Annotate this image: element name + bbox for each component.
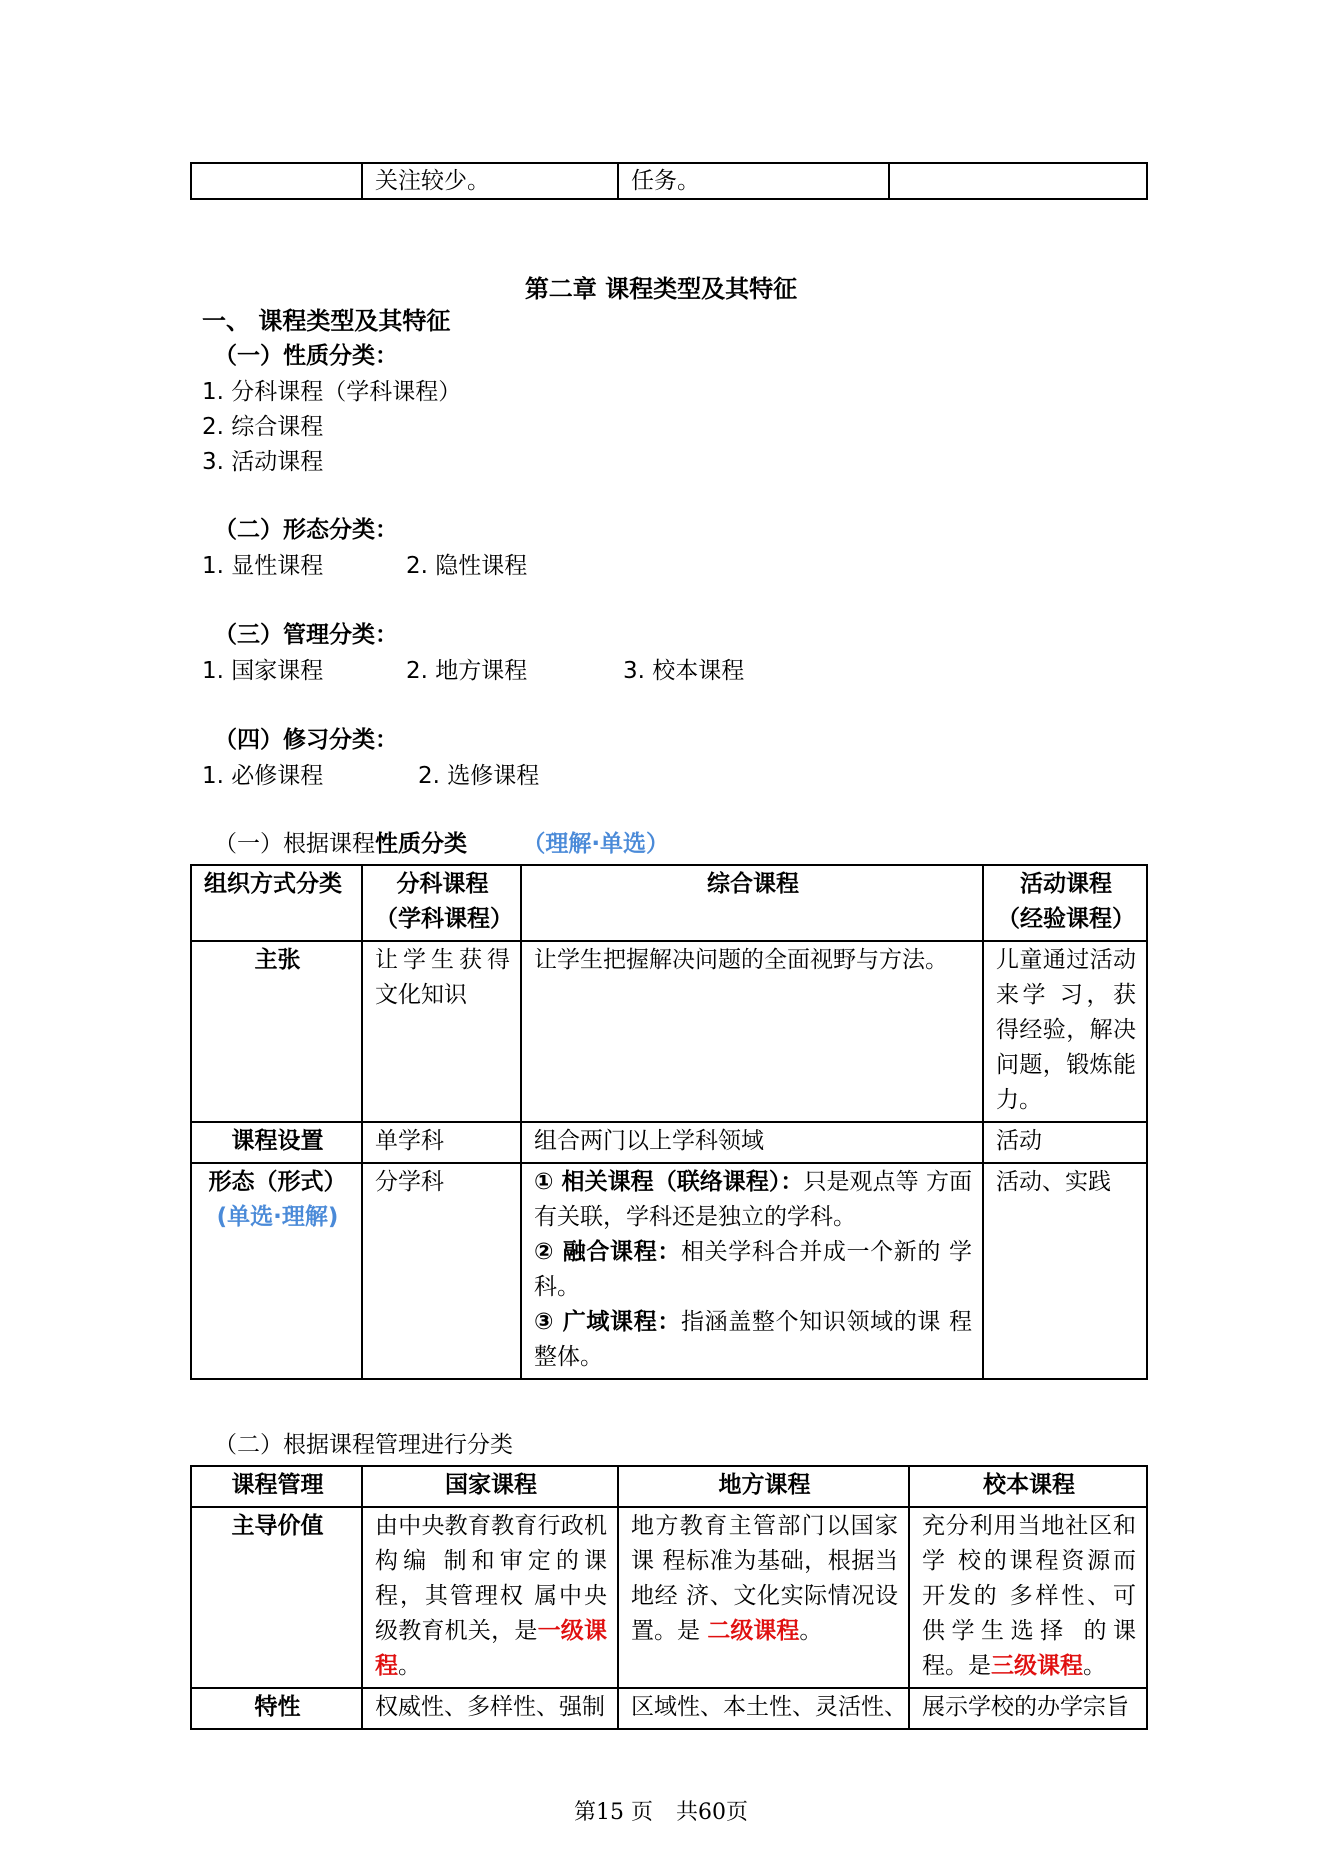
list-item: 2. 隐性课程	[406, 553, 528, 579]
table-cell	[362, 1507, 618, 1688]
list-item: 1. 必修课程	[202, 763, 324, 789]
table-cell: 关注较少。	[362, 163, 618, 199]
row-label: 主导价值	[191, 1507, 362, 1688]
header-line: 活动课程	[1020, 871, 1112, 897]
highlight: 一级课程	[375, 1618, 608, 1679]
header-cell: 综合课程	[521, 865, 983, 941]
table-row	[191, 163, 1147, 199]
term: ② 融合课程：	[534, 1239, 681, 1265]
header-cell: 组织方式分类	[191, 865, 362, 941]
table1-caption	[214, 829, 669, 859]
page-number: 第15 页	[574, 1800, 653, 1825]
definition: 相关学科合并成一个新的 学科。	[534, 1239, 973, 1300]
cell-end: 。	[799, 1618, 823, 1644]
list-item: 1. 国家课程	[202, 658, 324, 684]
list-item: 2. 选修课程	[418, 763, 540, 789]
table-cell: 活动、实践	[983, 1163, 1147, 1379]
table-row	[191, 1507, 1147, 1688]
highlight: 三级课程	[991, 1653, 1083, 1679]
page-total: 共60页	[676, 1800, 748, 1825]
row-label: 特性	[191, 1688, 362, 1729]
table-cell	[618, 1507, 909, 1688]
form-heading: （二）形态分类：	[214, 517, 398, 543]
nature-classification-table	[190, 864, 1148, 1380]
list-item: 1. 显性课程	[202, 553, 324, 579]
chapter-title: 第二章 课程类型及其特征	[524, 275, 798, 303]
study-heading: （四）修习分类：	[214, 727, 398, 753]
table-cell	[909, 1507, 1147, 1688]
header-line: （学科课程）	[375, 906, 513, 932]
continuation-table	[190, 162, 1148, 200]
list-item: 2. 综合课程	[202, 414, 324, 440]
list-item: 2. 地方课程	[406, 658, 528, 684]
table-row	[191, 1163, 1147, 1379]
highlight: 二级课程	[707, 1618, 800, 1644]
management-classification-table	[190, 1465, 1148, 1730]
cell-text: 地方教育主管部门以国家课 程标准为基础，根据当地经 济、文化实际情况设置。是	[631, 1513, 898, 1644]
table-cell	[521, 1163, 983, 1379]
table-cell: 分学科	[362, 1163, 521, 1379]
table-cell	[889, 163, 1147, 199]
table-cell: 任务。	[618, 163, 889, 199]
list-item: 3. 校本课程	[623, 658, 745, 684]
cell-end: 。	[398, 1653, 421, 1679]
list-item: 3. 活动课程	[202, 449, 324, 475]
row-label	[191, 1163, 362, 1379]
header-cell	[362, 865, 521, 941]
header-line: （经验课程）	[997, 906, 1135, 932]
table-cell: 单学科	[362, 1122, 521, 1163]
row-label: 课程设置	[191, 1122, 362, 1163]
management-heading: （三）管理分类：	[214, 622, 398, 648]
caption-prefix: （一）根据课程	[214, 831, 375, 857]
table-row	[191, 941, 1147, 1122]
table-cell	[191, 163, 362, 199]
table-row	[191, 1122, 1147, 1163]
paragraph	[534, 1305, 972, 1375]
table-header-row	[191, 1466, 1147, 1507]
cell-end: 。	[1083, 1653, 1106, 1679]
caption-tag: （理解·单选）	[522, 831, 670, 857]
header-cell: 课程管理	[191, 1466, 362, 1507]
cell-text: 充分利用当地社区和学 校的课程资源而开发的 多样性、可供学生选择 的课程。是	[922, 1513, 1136, 1679]
caption-bold: 性质分类	[375, 831, 467, 857]
table-cell: 让学生获得文化知识	[362, 941, 521, 1122]
table-header-row	[191, 865, 1147, 941]
table2-caption: （二）根据课程管理进行分类	[214, 1432, 513, 1458]
table-cell: 活动	[983, 1122, 1147, 1163]
header-cell: 地方课程	[618, 1466, 909, 1507]
cell-text: 由中央教育教育行政机构编 制和审定的课程，其管理权 属中央级教育机关，是	[375, 1513, 607, 1644]
definition: 指涵盖整个知识领域的课 程整体。	[534, 1309, 973, 1370]
paragraph	[534, 1235, 972, 1305]
row-label-text: 形态（形式）	[208, 1169, 347, 1195]
header-cell: 校本课程	[909, 1466, 1147, 1507]
table-row	[191, 1688, 1147, 1729]
table-cell: 区域性、本土性、灵活性、	[618, 1688, 909, 1729]
definition: 只是观点等 方面有关联，学科还是独立的学科。	[534, 1169, 973, 1230]
header-cell: 国家课程	[362, 1466, 618, 1507]
row-label-tag: (单选·理解)	[216, 1204, 339, 1230]
header-cell	[983, 865, 1147, 941]
term: ③ 广域课程：	[534, 1309, 681, 1335]
table-cell: 让学生把握解决问题的全面视野与方法。	[521, 941, 983, 1122]
paragraph	[534, 1165, 972, 1235]
row-label: 主张	[191, 941, 362, 1122]
table-cell: 权威性、多样性、强制	[362, 1688, 618, 1729]
page-footer	[0, 1795, 1322, 1826]
list-item: 1. 分科课程（学科课程）	[202, 379, 462, 405]
table-cell: 组合两门以上学科领域	[521, 1122, 983, 1163]
section-title: 一、 课程类型及其特征	[202, 307, 451, 335]
table-cell: 儿童通过活动来学 习，获得经验，解决问题，锻炼能力。	[983, 941, 1147, 1122]
term: ① 相关课程（联络课程）：	[534, 1169, 804, 1195]
header-line: 分科课程	[396, 871, 489, 897]
nature-heading: （一）性质分类：	[214, 343, 398, 369]
table-cell: 展示学校的办学宗旨	[909, 1688, 1147, 1729]
